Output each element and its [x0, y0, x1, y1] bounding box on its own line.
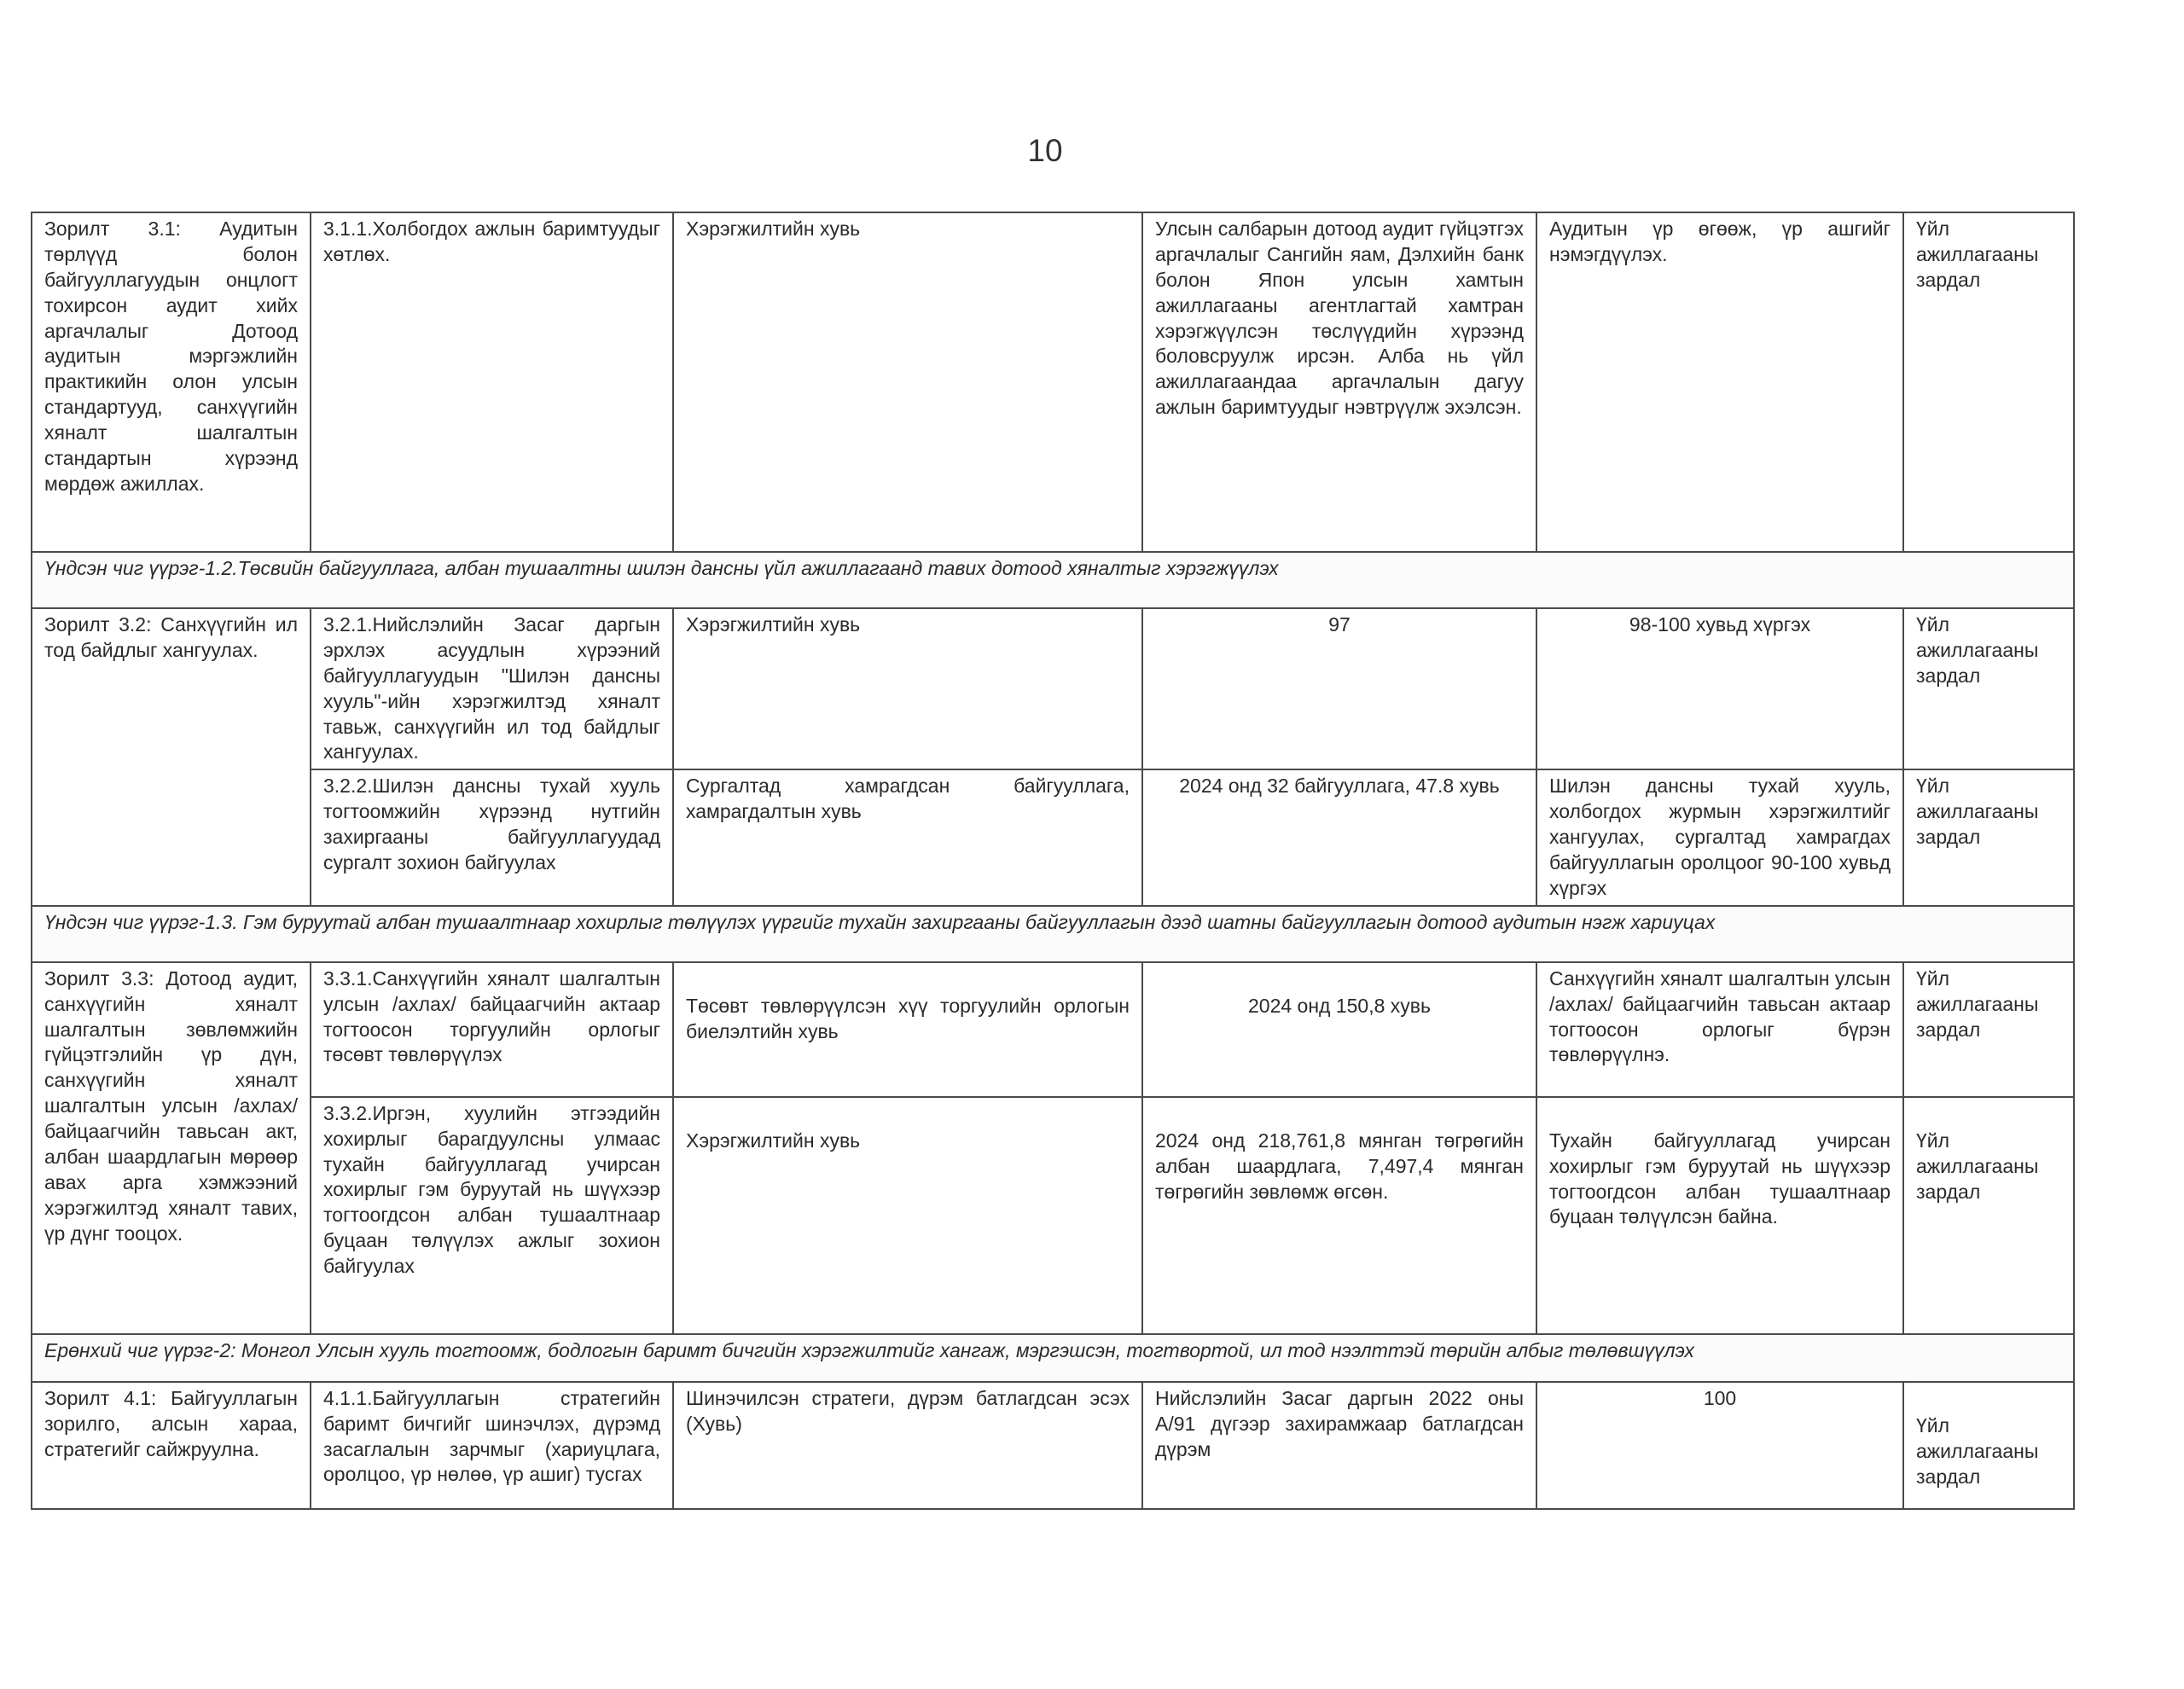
goal-cell: Зорилт 3.1: Аудитын төрлүүд болон байгууллагуудын онцлогт тохирсон аудит хийх аргачлалыг Дотоод аудитын мэргэжлийн практикийн олон улсын стандартууд, санхүүгийн хяналт шалгалтын стандартын хүрээнд мөрдөж ажиллах.	[32, 212, 311, 552]
target-cell: Санхүүгийн хяналт шалгалтын улсын /ахлах/ байцаагчийн тавьсан актаар тогтоосон орлогыг бүрэн төвлөрүүлнэ.	[1536, 962, 1903, 1097]
indicator-cell: Хэрэгжилтийн хувь	[673, 608, 1142, 769]
section-heading-1-2: Үндсэн чиг үүрэг-1.2.Төсвийн байгууллага, албан тушаалтны шилэн дансны үйл ажиллагаанд тавих дотоод хяналтыг хэрэгжүүлэх	[32, 552, 2074, 608]
indicator-cell: Шинэчилсэн стратеги, дүрэм батлагдсан эсэх (Хувь)	[673, 1382, 1142, 1509]
baseline-cell: 97	[1142, 608, 1536, 769]
table-row	[32, 769, 2074, 905]
funding-cell: Үйл ажиллагааны зардал	[1903, 1382, 2074, 1509]
target-cell: Шилэн дансны тухай хууль, холбогдох журмын хэрэгжилтийг хангуулах, сургалтад хамрагдах байгууллагын оролцоог 90-100 хувьд хүргэх	[1536, 769, 1903, 905]
table-row	[32, 1382, 2074, 1509]
activity-cell: 3.2.2.Шилэн дансны тухай хууль тогтоомжийн хүрээнд нутгийн захиргааны байгууллагуудад сургалт зохион байгуулах	[311, 769, 673, 905]
funding-cell: Үйл ажиллагааны зардал	[1903, 608, 2074, 769]
goal-cell: Зорилт 3.3: Дотоод аудит, санхүүгийн хяналт шалгалтын зөвлөмжийн гүйцэтгэлийн үр дүн, санхүүгийн хяналт шалгалтын улсын /ахлах/ байцаагчийн тавьсан акт, албан шаардлагын мөрөөр авах арга хэмжээний хэрэгжилтэд хяналт тавих, үр дүнг тооцох.	[32, 962, 311, 1334]
indicator-cell: Хэрэгжилтийн хувь	[673, 212, 1142, 552]
section-row	[32, 552, 2074, 608]
indicator-cell: Хэрэгжилтийн хувь	[673, 1097, 1142, 1334]
funding-cell: Үйл ажиллагааны зардал	[1903, 769, 2074, 905]
strategic-plan-table	[31, 212, 2075, 1510]
table-row	[32, 962, 2074, 1097]
baseline-cell: Улсын салбарын дотоод аудит гүйцэтгэх аргачлалыг Сангийн яам, Дэлхийн банк болон Япон улсын хамтын ажиллагааны агентлагтай хамтран хэрэгжүүлсэн төслүүдийн хүрээнд боловсруулж ирсэн. Алба нь үйл ажиллагаандаа аргачлалын дагуу ажлын баримтуудыг нэвтрүүлж эхэлсэн.	[1142, 212, 1536, 552]
section-row	[32, 1334, 2074, 1382]
funding-cell: Үйл ажиллагааны зардал	[1903, 962, 2074, 1097]
funding-cell: Үйл ажиллагааны зардал	[1903, 212, 2074, 552]
goal-cell: Зорилт 3.2: Санхүүгийн ил тод байдлыг хангуулах.	[32, 608, 311, 906]
activity-cell: 3.2.1.Нийслэлийн Засаг даргын эрхлэх асуудлын хүрээний байгууллагуудын "Шилэн дансны хууль"-ийн хэрэгжилтэд хяналт тавьж, санхүүгийн ил тод байдлыг хангуулах.	[311, 608, 673, 769]
funding-cell: Үйл ажиллагааны зардал	[1903, 1097, 2074, 1334]
activity-cell: 3.3.1.Санхүүгийн хяналт шалгалтын улсын /ахлах/ байцаагчийн актаар тогтоосон торгуулийн орлогыг төсөвт төвлөрүүлэх	[311, 962, 673, 1097]
table-row	[32, 1097, 2074, 1334]
section-heading-1-3: Үндсэн чиг үүрэг-1.3. Гэм буруутай албан тушаалтнаар хохирлыг төлүүлэх үүргийг тухайн захиргааны байгууллагын дээд шатны байгууллагын дотоод аудитын нэгж хариуцах	[32, 906, 2074, 962]
baseline-cell: Нийслэлийн Засаг даргын 2022 оны А/91 дүгээр захирамжаар батлагдсан дүрэм	[1142, 1382, 1536, 1509]
table-row	[32, 608, 2074, 769]
indicator-cell: Сургалтад хамрагдсан байгууллага, хамрагдалтын хувь	[673, 769, 1142, 905]
baseline-cell: 2024 онд 150,8 хувь	[1142, 962, 1536, 1097]
activity-cell: 4.1.1.Байгууллагын стратегийн баримт бичгийг шинэчлэх, дүрэмд засаглалын зарчмыг (хариуцлага, оролцоо, үр нөлөө, үр ашиг) тусгах	[311, 1382, 673, 1509]
target-cell: 98-100 хувьд хүргэх	[1536, 608, 1903, 769]
indicator-cell: Төсөвт төвлөрүүлсэн хүү торгуулийн орлогын биелэлтийн хувь	[673, 962, 1142, 1097]
baseline-cell: 2024 онд 218,761,8 мянган төгрөгийн албан шаардлага, 7,497,4 мянган төгрөгийн зөвлөмж өгсөн.	[1142, 1097, 1536, 1334]
page-number: 10	[1027, 133, 1063, 168]
table-row	[32, 212, 2074, 552]
activity-cell: 3.1.1.Холбогдох ажлын баримтуудыг хөтлөх.	[311, 212, 673, 552]
activity-cell: 3.3.2.Иргэн, хуулийн этгээдийн хохирлыг барагдуулсны улмаас тухайн байгууллагад учирсан хохирлыг гэм буруутай нь шүүхээр тогтоогдсон албан тушаалтнаар буцаан төлүүлэх ажлыг зохион байгуулах	[311, 1097, 673, 1334]
target-cell: 100	[1536, 1382, 1903, 1509]
goal-cell: Зорилт 4.1: Байгууллагын зорилго, алсын хараа, стратегийг сайжруулна.	[32, 1382, 311, 1509]
baseline-cell: 2024 онд 32 байгууллага, 47.8 хувь	[1142, 769, 1536, 905]
section-heading-2: Ерөнхий чиг үүрэг-2: Монгол Улсын хууль тогтоомж, бодлогын баримт бичгийн хэрэгжилтийг хангаж, мэргэшсэн, тогтвортой, ил тод нээлттэй төрийн албыг төлөвшүүлэх	[32, 1334, 2074, 1382]
section-row	[32, 906, 2074, 962]
target-cell: Тухайн байгууллагад учирсан хохирлыг гэм буруутай нь шүүхээр тогтоогдсон албан тушаалтнаар буцаан төлүүлсэн байна.	[1536, 1097, 1903, 1334]
target-cell: Аудитын үр өгөөж, үр ашгийг нэмэгдүүлэх.	[1536, 212, 1903, 552]
